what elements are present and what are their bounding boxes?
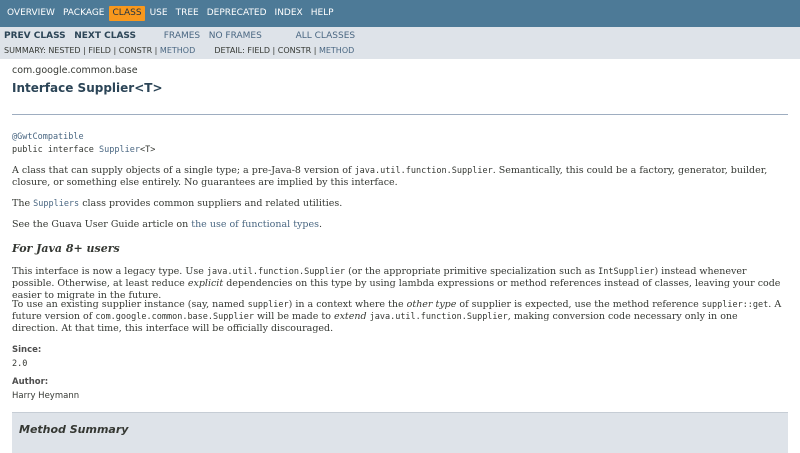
p2-text-b: class provides common suppliers and related utilities. [82,198,343,209]
p1-code: java.util.function.Supplier [354,166,493,176]
nav-package-link[interactable]: PACKAGE [62,8,105,18]
p5-emphasis-1: other type [406,299,457,310]
p5-text-e: will be made to [257,311,331,322]
interface-declaration [12,145,155,155]
nav-overview-link[interactable]: OVERVIEW [7,8,55,18]
p4-text-b: (or the appropriate primitive specialization such as [348,266,596,277]
nav-class-current: CLASS [109,6,144,21]
top-nav-bar [0,0,800,27]
description-paragraph-1 [12,165,782,189]
summary-nav-label: SUMMARY: NESTED | FIELD | CONSTR | [4,46,158,55]
declaration-suffix: <T> [139,145,156,155]
suppliers-link-text: Suppliers [33,199,80,209]
p5-code-1: supplier [247,300,289,310]
p5-code-4: java.util.function.Supplier [369,312,508,322]
frames-link[interactable]: FRAMES [163,31,201,41]
nav-help-link[interactable]: HELP [310,8,334,18]
method-summary-section [12,412,788,453]
detail-method-link[interactable]: METHOD [318,46,355,55]
supplier-type-link[interactable]: Supplier [99,145,140,155]
prev-class-link[interactable]: PREV CLASS [4,31,66,41]
p5-text-f: , making conversion code necessary only in one direction. At that time, this interface will be officially discouraged. [12,311,738,334]
since-label: Since: [12,345,42,355]
p4-text-d: dependencies on this type by using lambda expressions or method references instead of classes, leaving your code easier to migrate in the future. [12,278,781,301]
method-summary-heading: Method Summary [19,423,129,436]
p4-emphasis: explicit [187,278,224,289]
all-classes-link[interactable]: ALL CLASSES [295,31,356,41]
p4-code-2: IntSupplier [598,267,655,277]
description-paragraph-4 [12,266,782,302]
nav-index-link[interactable]: INDEX [274,8,303,18]
declaration-prefix: public interface [12,145,94,155]
sub-nav-row-2 [4,45,354,56]
p2-text-a: The [12,198,31,209]
next-class-link[interactable]: NEXT CLASS [74,31,136,41]
description-paragraph-3 [12,219,782,231]
p3-text-b: . [318,219,323,230]
page-title: Interface Supplier<T> [12,81,163,95]
summary-method-link[interactable]: METHOD [159,46,196,55]
p5-code-3: com.google.common.base.Supplier [95,312,254,322]
nav-use-link[interactable]: USE [149,8,168,18]
p4-code-1: java.util.function.Supplier [206,267,346,277]
package-name: com.google.common.base [12,65,138,76]
author-value: Harry Heymann [12,391,80,401]
detail-nav-label: DETAIL: FIELD | CONSTR | [214,46,317,55]
functional-types-link[interactable]: the use of functional types [191,219,319,230]
p5-text-d: . A future version of [12,299,782,322]
nav-tree-link[interactable]: TREE [175,8,199,18]
p1-text-b: . Semantically, this could be a factory, generator, builder, closure, or something else entirely. No guarantees are implied by this interface. [12,165,768,188]
p4-text-a: This interface is now a legacy type. Use [12,266,204,277]
top-nav-items [4,6,339,21]
java8-heading: For Java 8+ users [12,242,120,255]
p5-text-c: of supplier is expected, use the method reference [459,299,699,310]
annotation-link[interactable]: @GwtCompatible [12,132,84,142]
sub-nav-row-1 [4,30,355,42]
sub-nav-bar [0,27,800,59]
header-divider [12,114,788,115]
suppliers-link[interactable] [33,198,79,209]
description-paragraph-2 [12,198,782,210]
since-value: 2.0 [12,359,28,369]
author-label: Author: [12,377,49,387]
p1-text-a: A class that can supply objects of a single type; a pre-Java-8 version of [12,165,352,176]
p3-text-a: See the Guava User Guide article on [12,219,189,230]
p5-text-b: ) in a context where the [288,299,404,310]
p5-code-2: supplier::get [701,300,769,310]
description-paragraph-5 [12,299,782,335]
p4-text-c: ) instead whenever possible. Otherwise, at least reduce [12,266,747,289]
p5-emphasis-2: extend [333,311,367,322]
no-frames-link[interactable]: NO FRAMES [208,31,262,41]
nav-deprecated-link[interactable]: DEPRECATED [206,8,267,18]
p5-text-a: To use an existing supplier instance (say, named [12,299,245,310]
